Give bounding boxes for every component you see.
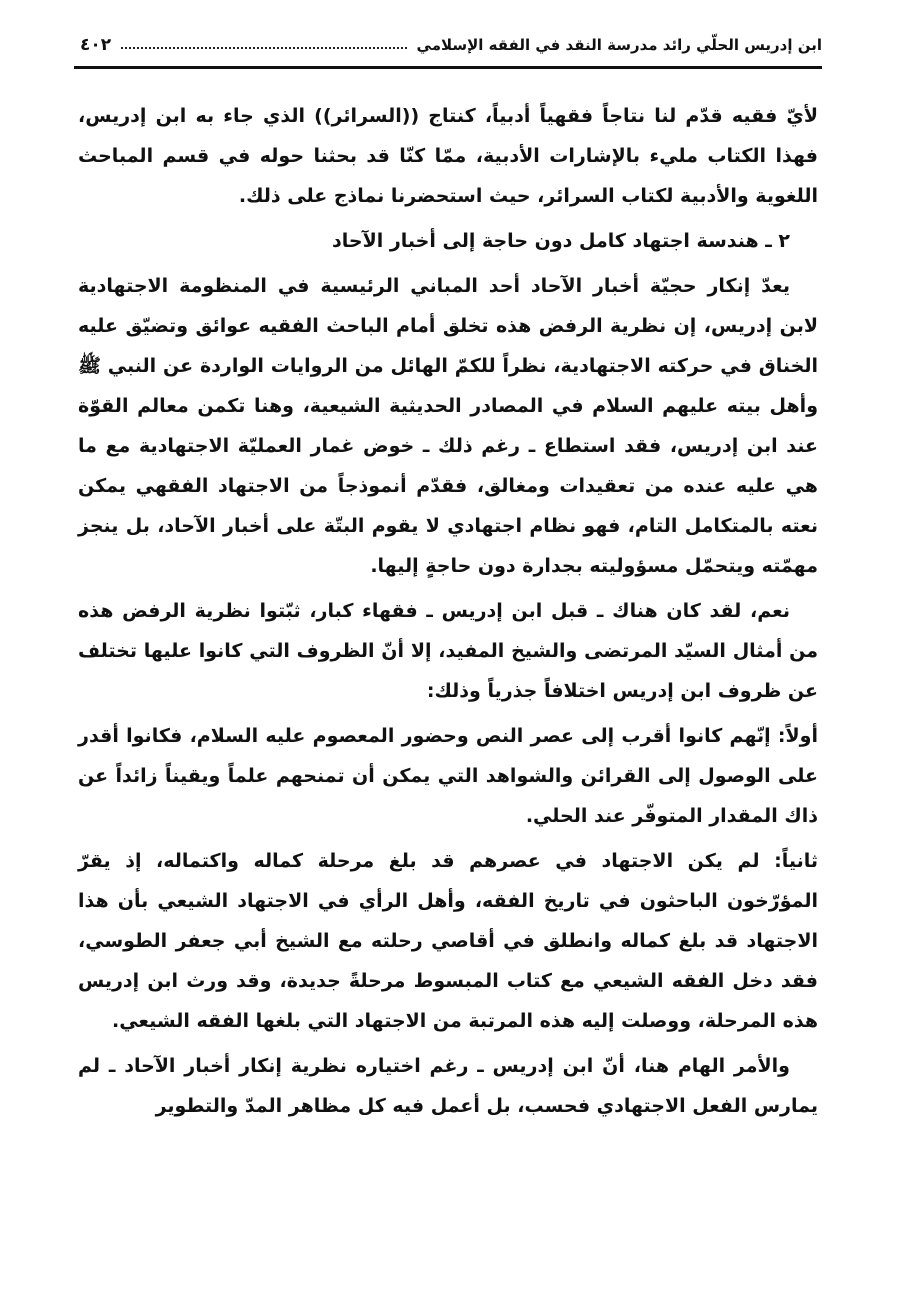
body-text [78,96,818,1131]
running-header [74,28,822,62]
paragraph-text: والأمر الهام هنا، أنّ ابن إدريس ـ رغم اختياره نظرية إنكار أخبار الآحاد ـ لم يمارس الفعل الاجتهادي فحسب، بل أعمل فيه كل مظاهر المدّ والتطوير [78,1055,818,1117]
section-heading: ٢ ـ هندسة اجتهاد كامل دون حاجة إلى أخبار الآحاد [331,230,790,252]
paragraph-6 [78,1046,818,1126]
paragraph-lead: ثانياً: [774,850,818,872]
header-leader-dots [121,47,406,49]
header-divider [74,66,822,69]
paragraph-1 [78,96,818,216]
paragraph-2 [78,266,818,586]
paragraph-text: لأيّ فقيه قدّم لنا نتاجاً فقهياً أدبياً، كنتاج ((السرائر)) الذي جاء به ابن إدريس، فهذا الكتاب مليء بالإشارات الأدبية، ممّا كنّا قد بحثنا حوله في قسم المباحث اللغوية والأدبية لكتاب السرائر، حيث استحضرنا نماذج على ذلك. [78,105,818,207]
paragraph-text: إنّهم كانوا أقرب إلى عصر النص وحضور المعصوم عليه السلام، فكانوا أقدر على الوصول إلى القرائن والشواهد التي يمكن أن تمنحهم علماً ويقيناً زائداً عن ذاك المقدار المتوفّر عند الحلي. [78,725,818,827]
page-number: ٤٠٢ [80,35,112,55]
paragraph-text: نعم، لقد كان هناك ـ قبل ابن إدريس ـ فقهاء كبار، ثبّتوا نظرية الرفض هذه من أمثال السيّد المرتضى والشيخ المفيد، إلا أنّ الظروف التي كانوا عليها تختلف عن ظروف ابن إدريس اختلافاً جذرياً وذلك: [78,600,818,702]
paragraph-text: لم يكن الاجتهاد في عصرهم قد بلغ مرحلة كماله واكتماله، إذ يقرّ المؤرّخون الباحثون في تاريخ الفقه، وأهل الرأي في الاجتهاد الشيعي بأن هذا الاجتهاد قد بلغ كماله وانطلق في أقاصي رحلته مع الشيخ أبي جعفر الطوسي، فقد دخل الفقه الشيعي مع كتاب المبسوط مرحلةً جديدة، وقد ورث ابن إدريس هذه المرحلة، ووصلت إليه هذه المرتبة من الاجتهاد التي بلغها الفقه الشيعي. [78,850,818,1032]
paragraph-text: يعدّ إنكار حجيّة أخبار الآحاد أحد المباني الرئيسية في المنظومة الاجتهادية لابن إدريس، إن نظرية الرفض هذه تخلق أمام الباحث الفقيه عوائق وتضيّق عليه الخناق في حركته الاجتهادية، نظراً للكمّ الهائل من الروايات الواردة عن النبي ﷺ وأهل بيته عليهم السلام في المصادر الحديثية الشيعية، وهنا تكمن معالم القوّة عند ابن إدريس، فقد استطاع ـ رغم ذلك ـ خوض غمار العمليّة الاجتهادية مع ما هي عليه عنده من تعقيدات ومغالق، فقدّم أنموذجاً من الاجتهاد الفقهي يمكن نعته بالمتكامل التام، فهو نظام اجتهادي لا يقوم البتّة على أخبار الآحاد، بل ينجز مهمّته ويتحمّل مسؤوليته بجدارة دون حاجةٍ إليها. [78,275,818,577]
paragraph-3 [78,591,818,711]
paragraph-5 [78,841,818,1041]
paragraph-4 [78,716,818,836]
paragraph-lead: أولاً: [777,725,818,747]
header-title: ابن إدريس الحلّي رائد مدرسة النقد في الفقه الإسلامي [416,36,822,54]
